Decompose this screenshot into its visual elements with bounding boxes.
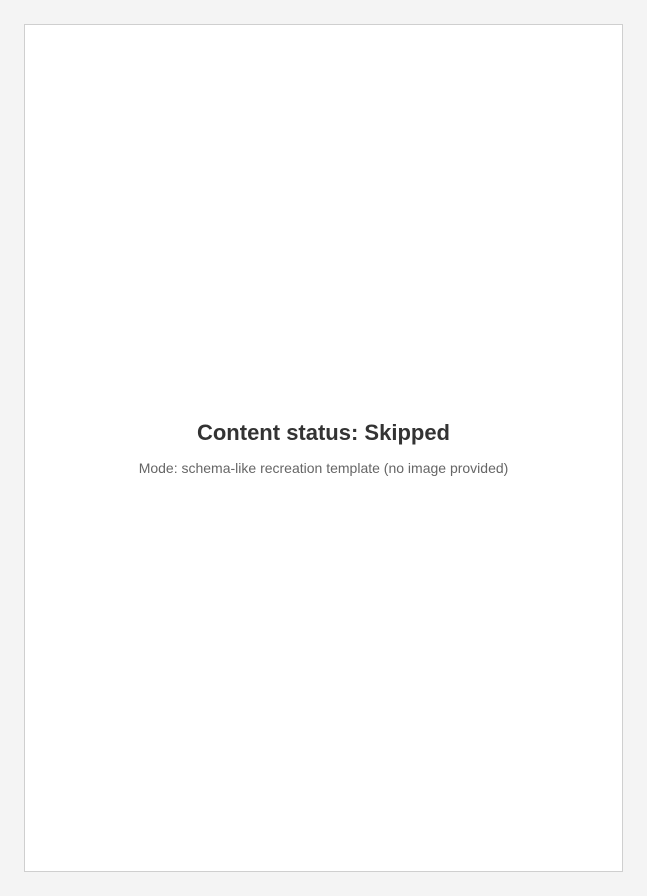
status-panel [24,24,623,872]
status-text: Content status: Skipped [196,420,450,445]
mode-text: Mode: schema-like recreation template (no image provided) [138,460,509,476]
